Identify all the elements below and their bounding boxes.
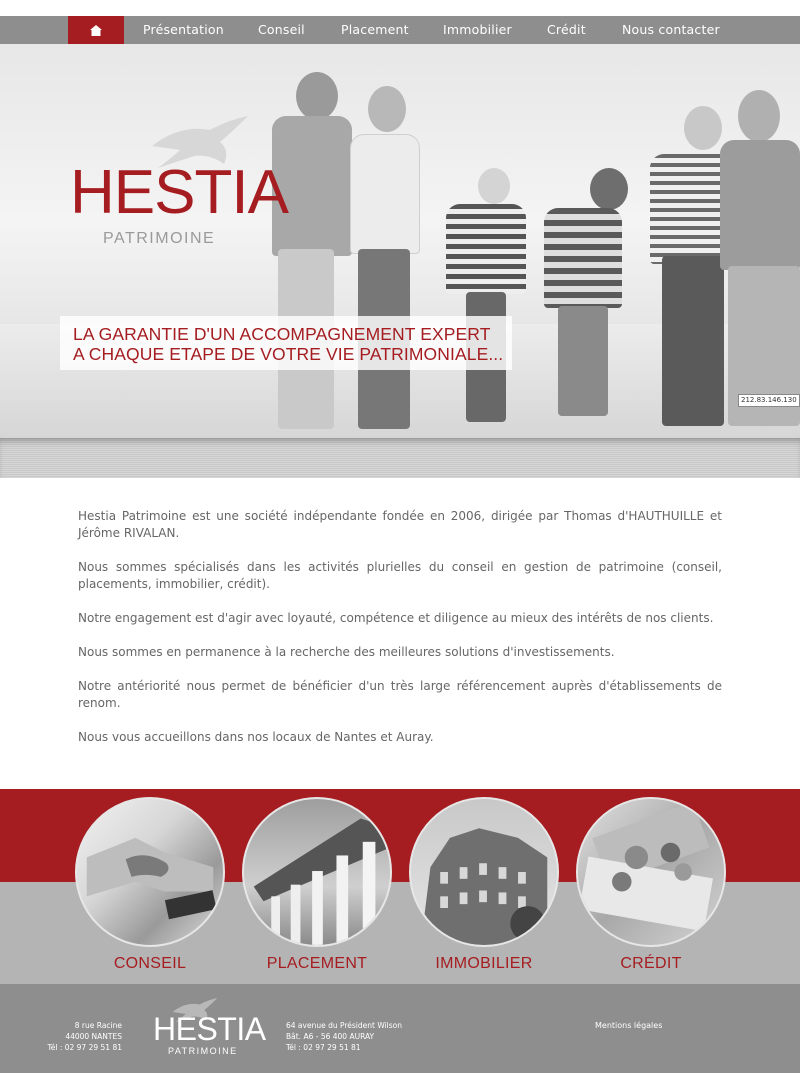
footer-address-nantes xyxy=(47,1020,122,1053)
intro-paragraph: Notre antériorité nous permet de bénéficier d'un très large référencement auprès d'établissements de renom. xyxy=(78,679,722,710)
footer-logo-subtitle: PATRIMOINE xyxy=(168,1046,238,1056)
hero-logo-title: HESTIA xyxy=(70,158,288,227)
banknotes-photo xyxy=(576,797,726,947)
hero-shadow-stripe xyxy=(0,438,800,478)
category-credit[interactable] xyxy=(576,797,726,973)
category-placement[interactable] xyxy=(242,797,392,973)
intro-text xyxy=(78,508,722,763)
main-nav xyxy=(0,16,800,44)
category-immobilier[interactable] xyxy=(409,797,559,973)
intro-paragraph: Hestia Patrimoine est une société indépendante fondée en 2006, dirigée par Thomas d'HAUTHUILLE et Jérôme RIVALAN. xyxy=(78,509,722,540)
category-label: IMMOBILIER xyxy=(435,955,533,972)
category-conseil[interactable] xyxy=(75,797,225,973)
nav-item-placement[interactable]: Placement xyxy=(341,22,409,37)
building-photo xyxy=(409,797,559,947)
nav-item-credit[interactable]: Crédit xyxy=(547,22,586,37)
footer-address-line: 8 rue Racine xyxy=(74,1021,122,1030)
intro-paragraph: Notre engagement est d'agir avec loyauté, compétence et diligence au mieux des intérêts de nos clients. xyxy=(78,611,714,625)
category-label: PLACEMENT xyxy=(266,955,368,972)
nav-item-presentation[interactable]: Présentation xyxy=(143,22,224,37)
ip-badge: 212.83.146.130 xyxy=(738,394,800,407)
footer-phone: Tél : 02 97 29 51 81 xyxy=(286,1043,361,1052)
hero-tagline-line1: LA GARANTIE D'UN ACCOMPAGNEMENT EXPERT xyxy=(73,324,491,344)
footer-address-line: Bât. A6 - 56 400 AURAY xyxy=(286,1032,375,1041)
hero-tagline xyxy=(60,316,512,370)
footer xyxy=(0,984,800,1073)
home-button[interactable] xyxy=(68,16,124,44)
footer-logo-title[interactable]: HESTIA xyxy=(153,1011,266,1047)
hero-tagline-line2: A CHAQUE ETAPE DE VOTRE VIE PATRIMONIALE... xyxy=(73,344,504,364)
hero-banner xyxy=(0,44,800,438)
category-label: CRÉDIT xyxy=(620,955,682,972)
footer-address-auray xyxy=(286,1020,402,1053)
stock-exchange-photo xyxy=(242,797,392,947)
legal-notice-link[interactable]: Mentions légales xyxy=(595,1021,663,1030)
intro-paragraph: Nous sommes en permanence à la recherche des meilleures solutions d'investissements. xyxy=(78,645,615,659)
handshake-photo xyxy=(75,797,225,947)
nav-item-conseil[interactable]: Conseil xyxy=(258,22,305,37)
intro-paragraph: Nous vous accueillons dans nos locaux de Nantes et Auray. xyxy=(78,730,434,744)
footer-address-line: 64 avenue du Président Wilson xyxy=(286,1021,403,1030)
nav-item-contact[interactable]: Nous contacter xyxy=(622,22,720,37)
home-icon xyxy=(90,25,102,36)
footer-address-line: 44000 NANTES xyxy=(65,1032,122,1041)
intro-paragraph: Nous sommes spécialisés dans les activités plurielles du conseil en gestion de patrimoine (conseil, placements, immobilier, crédit). xyxy=(78,560,722,591)
nav-item-immobilier[interactable]: Immobilier xyxy=(443,22,512,37)
category-label: CONSEIL xyxy=(113,955,187,972)
footer-phone: Tél : 02 97 29 51 81 xyxy=(47,1043,122,1052)
hero-logo-subtitle: PATRIMOINE xyxy=(103,230,216,247)
